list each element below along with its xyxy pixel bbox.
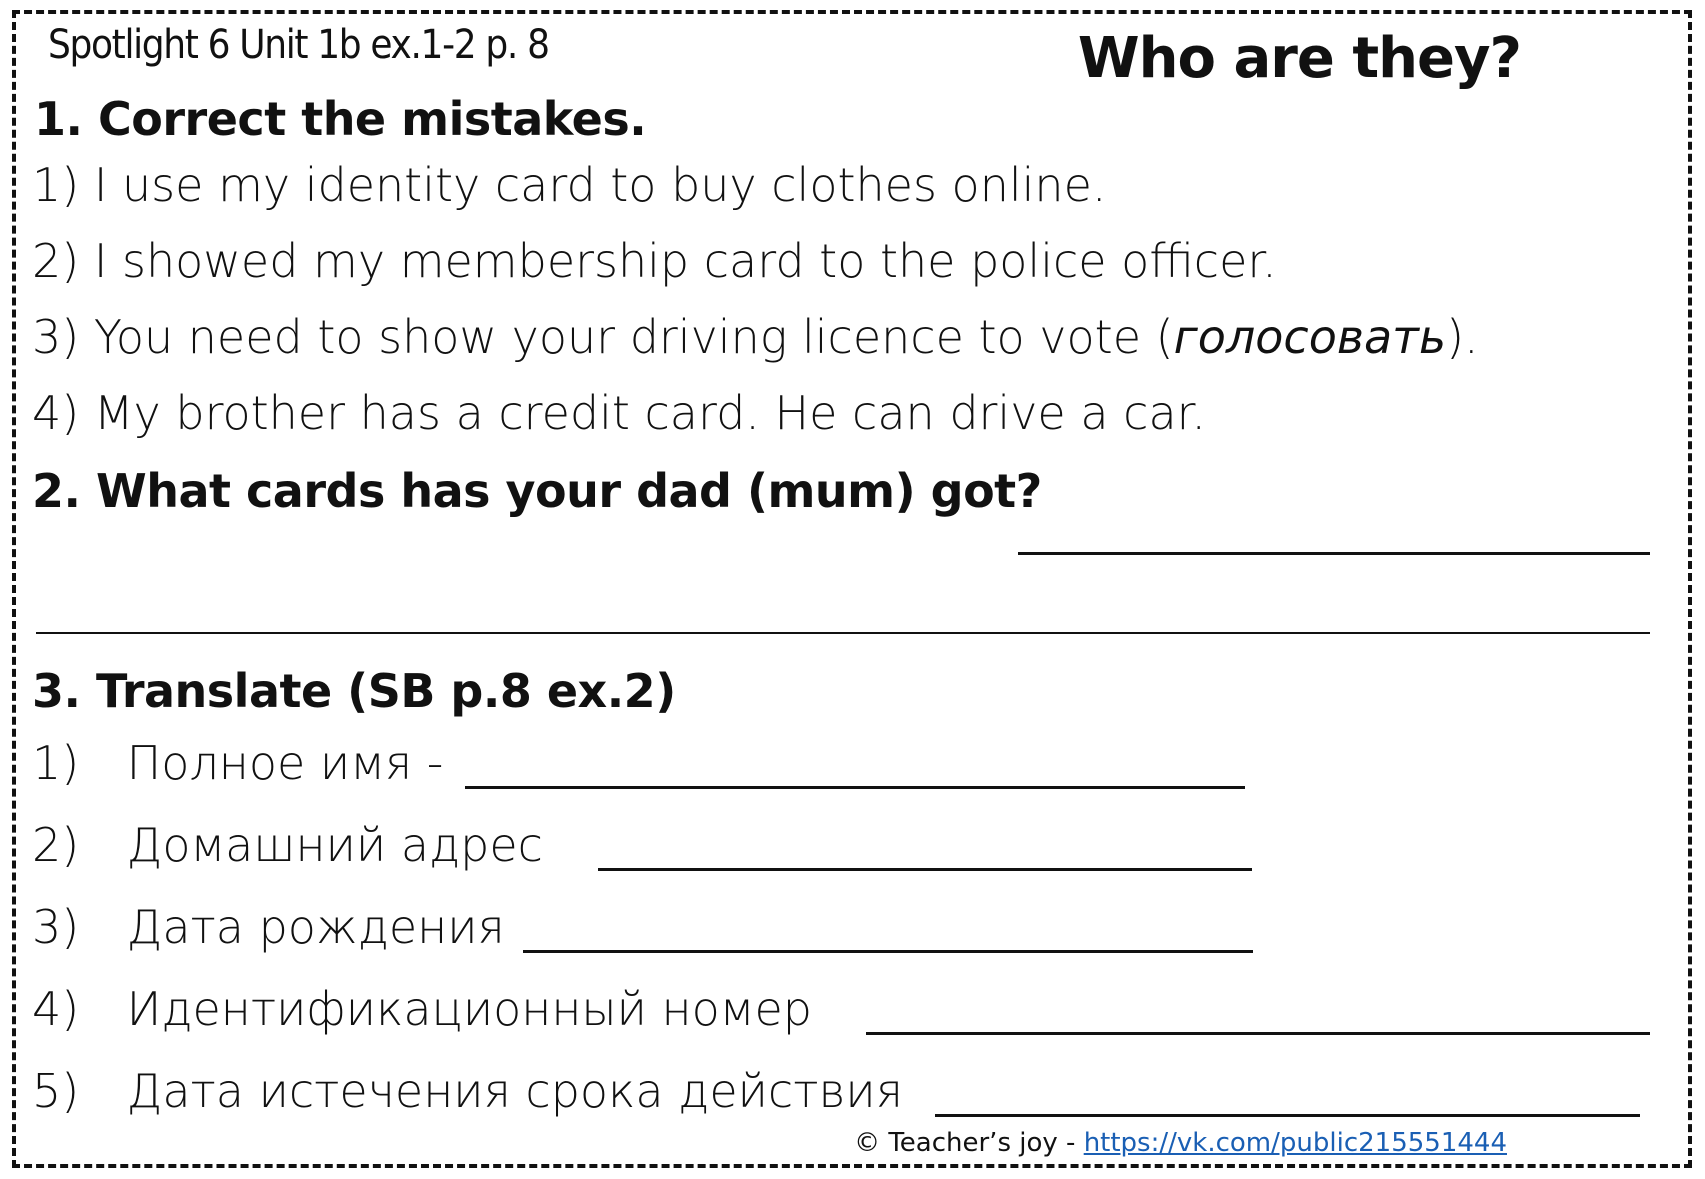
item-number: 2) — [32, 234, 80, 288]
item-text: Идентификационный номер — [126, 982, 812, 1036]
task1-heading: 1. Correct the mistakes. — [34, 92, 647, 146]
task3-item-2 — [32, 818, 543, 872]
task1-item-1 — [32, 158, 1107, 212]
task3-item-4 — [32, 982, 812, 1036]
item-number: 3) — [32, 900, 80, 954]
item-number: 2) — [32, 818, 80, 872]
credit-link[interactable]: https://vk.com/public215551444 — [1083, 1128, 1507, 1158]
item-text: Дата истечения срока действия — [126, 1064, 903, 1118]
item-text: Дата рождения — [126, 900, 505, 954]
item-number: 1) — [32, 158, 80, 212]
task2-answer-line-2[interactable] — [36, 632, 1650, 634]
item-number: 1) — [32, 736, 80, 790]
item-text-end: ). — [1446, 310, 1479, 364]
item-text: I showed my membership card to the police officer. — [93, 234, 1277, 288]
task2-answer-line-1[interactable] — [1018, 552, 1650, 555]
task3-item-1 — [32, 736, 443, 790]
item-text: My brother has a credit card. He can drive a car. — [93, 386, 1206, 440]
task3-heading: 3. Translate (SB p.8 ex.2) — [32, 664, 676, 718]
item-text: You need to show your driving licence to vote ( — [93, 310, 1174, 364]
task3-answer-line-1[interactable] — [465, 786, 1245, 789]
item-number: 4) — [32, 386, 80, 440]
item-text: Полное имя - — [126, 736, 444, 790]
task3-answer-line-4[interactable] — [866, 1032, 1650, 1035]
item-text: Домашний адрес — [126, 818, 543, 872]
task3-answer-line-5[interactable] — [935, 1114, 1640, 1117]
task1-item-4 — [32, 386, 1206, 440]
item-number: 4) — [32, 982, 80, 1036]
task1-item-2 — [32, 234, 1277, 288]
item-text: I use my identity card to buy clothes online. — [93, 158, 1107, 212]
task3-answer-line-2[interactable] — [598, 868, 1252, 871]
task3-answer-line-3[interactable] — [523, 950, 1253, 953]
task3-item-3 — [32, 900, 505, 954]
task1-item-3 — [32, 310, 1479, 364]
task3-item-5 — [32, 1064, 903, 1118]
item-number: 3) — [32, 310, 80, 364]
footer-credit — [854, 1128, 1507, 1158]
task2-heading: 2. What cards has your dad (mum) got? — [32, 464, 1042, 518]
source-reference: Spotlight 6 Unit 1b ex.1-2 p. 8 — [48, 22, 549, 68]
item-number: 5) — [32, 1064, 80, 1118]
worksheet-title: Who are they? — [1077, 26, 1521, 91]
item-text-russian: голосовать — [1173, 310, 1447, 364]
credit-text: © Teacher’s joy - — [854, 1128, 1084, 1158]
